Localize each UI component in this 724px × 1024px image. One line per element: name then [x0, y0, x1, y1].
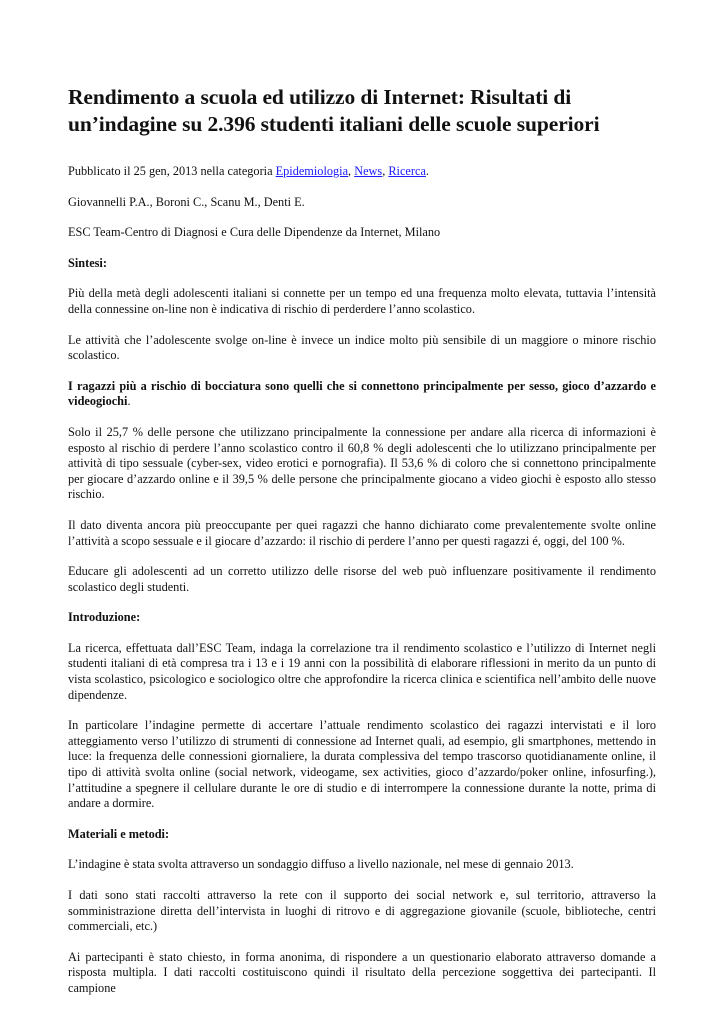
- meta-separator: ,: [348, 164, 355, 178]
- paragraph: In particolare l’indagine permette di accertare l’attuale rendimento scolastico dei ragazzi intervistati e il loro atteggiamento verso l’utilizzo di strumenti di connessione ad Internet quali, ad esempio, gli smartphones, mettendo in luce: la frequenza delle connessioni giornaliere, la durata complessiva del tempo trascorso quotidianamente online, il tipo di attività svolta online (social network, videogame, sex activities, gioco d’azzardo/poker online, infosurfing.), l’attitudine a spegnere il cellulare durante le ore di studio e di interrompere la connessione durante la notte, prima di andare a dormire.: [68, 718, 656, 811]
- paragraph: Più della metà degli adolescenti italiani si connette per un tempo ed una frequenza molto elevata, tuttavia l’intensità della connessine on-line non è indicativa di rischio di perderdere l’anno scolastico.: [68, 286, 656, 316]
- key-finding-bold: I ragazzi più a rischio di bocciatura sono quelli che si connettono principalmente per sesso, gioco d’azzardo e videogiochi: [68, 378, 656, 409]
- authors: Giovannelli P.A., Boroni C., Scanu M., Denti E.: [68, 194, 305, 209]
- section-heading-introduzione: Introduzione:: [68, 610, 141, 625]
- category-link-ricerca[interactable]: Ricerca: [388, 164, 426, 178]
- section-heading-sintesi: Sintesi:: [68, 255, 107, 270]
- paragraph: Ai partecipanti è stato chiesto, in forma anonima, di rispondere a un questionario elaborato attraverso domande a risposta multipla. I dati raccolti costituiscono quindi il risultato della percezione soggettiva dei partecipanti. Il campione: [68, 949, 656, 995]
- affiliation: ESC Team-Centro di Diagnosi e Cura delle Dipendenze da Internet, Milano: [68, 225, 441, 240]
- meta-prefix: Pubblicato il 25 gen, 2013 nella categoria: [68, 164, 276, 178]
- paragraph: La ricerca, effettuata dall’ESC Team, indaga la correlazione tra il rendimento scolastico e l’utilizzo di Internet negli studenti italiani di età compresa tra i 13 e i 19 anni con la possibilità di elaborare riflessioni in merito da un punto di vista scolastico, psicologico e sociologico oltre che approfondire la ricerca clinica e scientifica nell’ambito delle nuove dipendenze.: [68, 640, 656, 702]
- section-heading-materiali: Materiali e metodi:: [68, 826, 170, 841]
- publication-meta: [68, 164, 656, 180]
- key-finding-paragraph: [68, 379, 656, 410]
- category-link-epidemiologia[interactable]: Epidemiologia: [275, 164, 349, 178]
- paragraph: Solo il 25,7 % delle persone che utilizzano principalmente la connessione per andare alla ricerca di informazioni è esposto al rischio di perdere l’anno scolastico contro il 60,8 % degli adolescenti che lo utilizzano principalmente per attività di tipo sessuale (cyber-sex, video erotici e pornografia). Il 53,6 % di coloro che si connettono principalmente per giocare d’azzardo online e il 39,5 % delle persone che principalmente giocano a video giochi è esposto allo stesso rischio.: [68, 424, 656, 502]
- meta-separator: ,: [382, 164, 389, 178]
- paragraph: I dati sono stati raccolti attraverso la rete con il supporto dei social network e, sul territorio, attraverso la somministrazione diretta dell’intervista in luoghi di ritrovo e di aggregazione giovanile (scuole, biblioteche, centri commerciali, etc.): [68, 888, 656, 934]
- meta-suffix: .: [425, 164, 429, 178]
- category-link-news[interactable]: News: [354, 164, 383, 178]
- paragraph: Educare gli adolescenti ad un corretto utilizzo delle risorse del web può influenzare positivamente il rendimento scolastico degli studenti.: [68, 564, 656, 594]
- paragraph: L’indagine è stata svolta attraverso un sondaggio diffuso a livello nazionale, nel mese di gennaio 2013.: [68, 857, 574, 872]
- paragraph: Il dato diventa ancora più preoccupante per quei ragazzi che hanno dichiarato come prevalentemente svolte online l’attività a scopo sessuale e il giocare d’azzardo: il rischio di perdere l’anno per questi ragazzi é, oggi, del 100 %.: [68, 517, 656, 548]
- key-finding-end: .: [127, 394, 131, 409]
- document-title: Rendimento a scuola ed utilizzo di Internet: Risultati di un’indagine su 2.396 studenti italiani delle scuole superiori: [68, 85, 600, 136]
- paragraph: Le attività che l’adolescente svolge on-line è invece un indice molto più sensibile di un maggiore o minore rischio scolastico.: [68, 332, 656, 363]
